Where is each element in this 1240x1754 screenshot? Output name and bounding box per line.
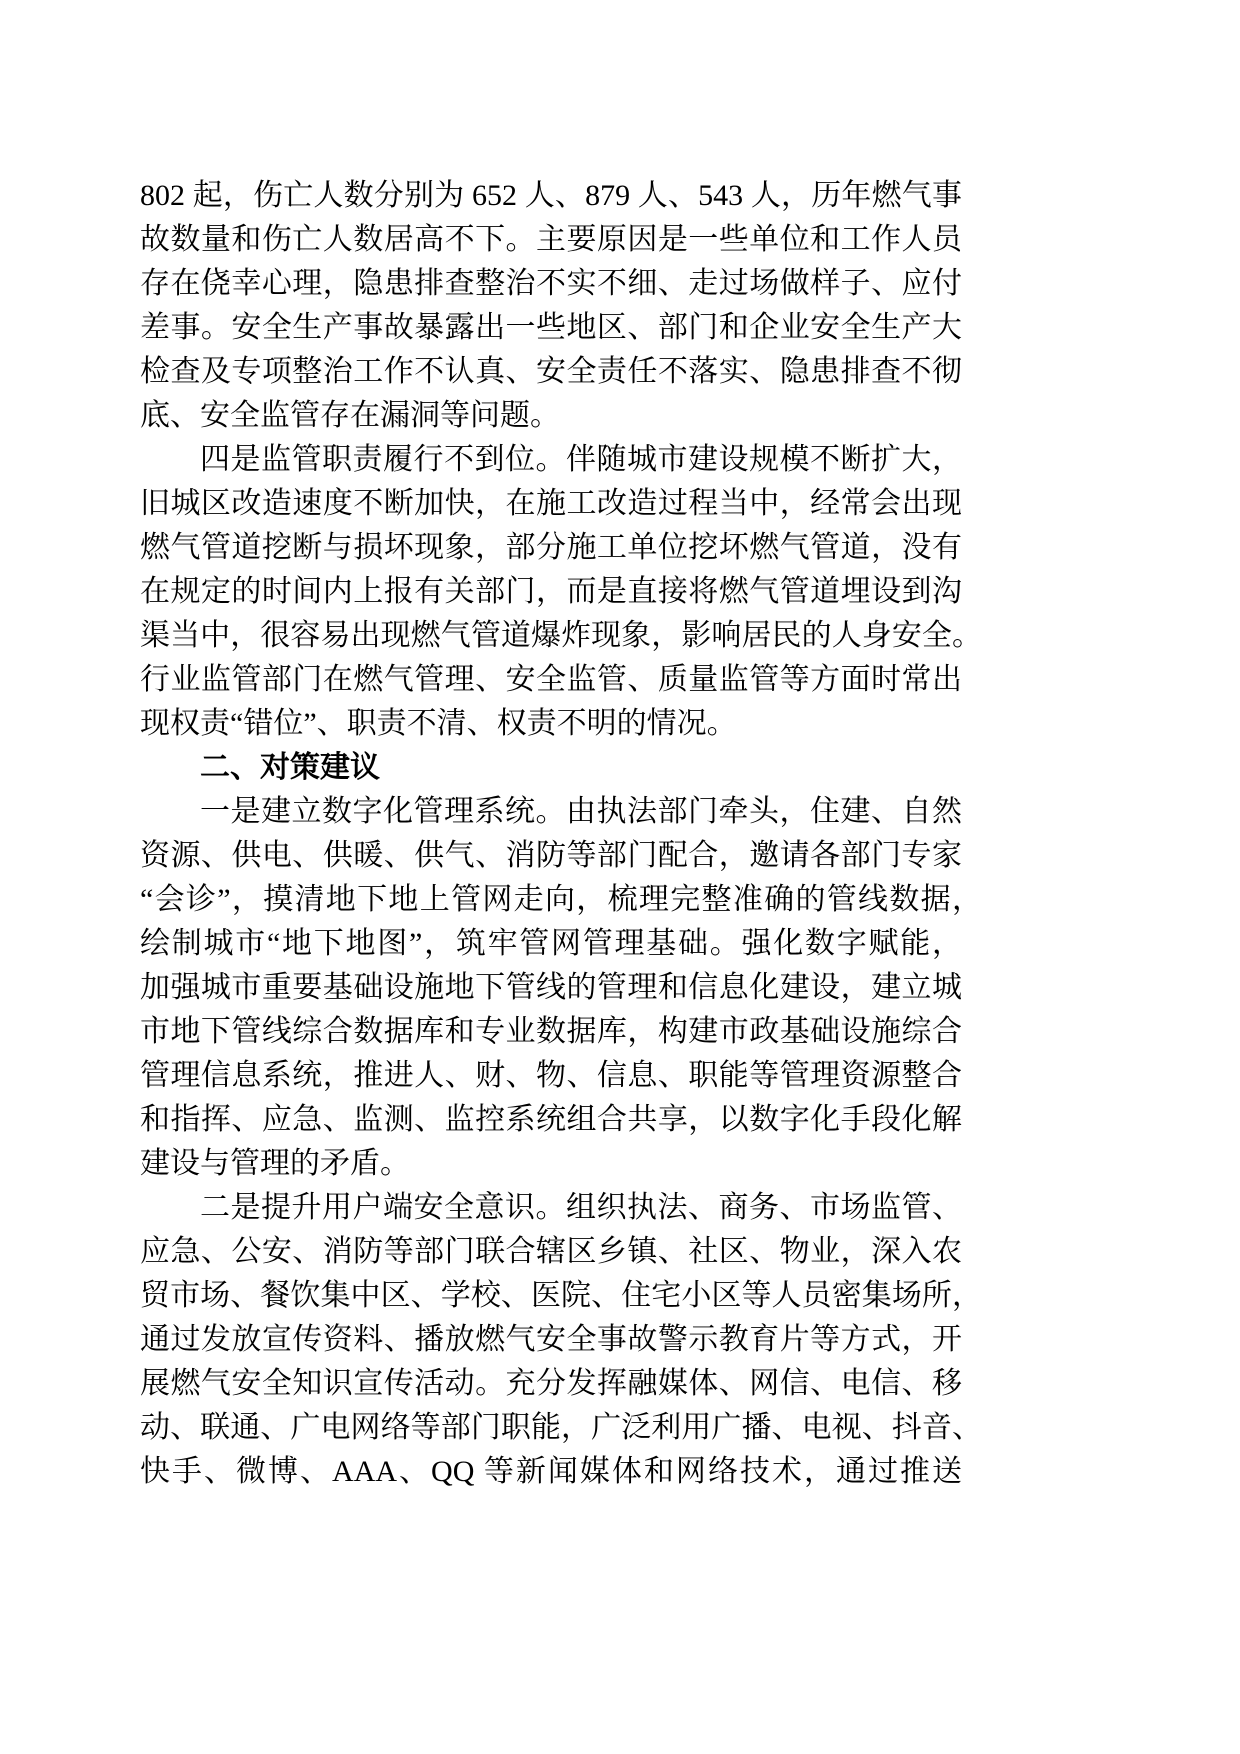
- text-line: 底、安全监管存在漏洞等问题。: [140, 399, 560, 432]
- text-line: 渠当中，很容易出现燃气管道爆炸现象，影响居民的人身安全。: [140, 619, 982, 652]
- text-line: 市地下管线综合数据库和专业数据库，构建市政基础设施综合: [140, 1015, 962, 1048]
- text-line: 旧城区改造速度不断加快，在施工改造过程当中，经常会出现: [140, 487, 962, 520]
- text-line: 和指挥、应急、监测、监控系统组合共享，以数字化手段化解: [140, 1103, 962, 1136]
- text-line: 存在侥幸心理，隐患排查整治不实不细、走过场做样子、应付: [140, 267, 962, 300]
- text-line: 建设与管理的矛盾。: [140, 1147, 410, 1180]
- text-line: 通过发放宣传资料、播放燃气安全事故警示教育片等方式，开: [140, 1323, 962, 1356]
- text-line: 802 起，伤亡人数分别为 652 人、879 人、543 人，历年燃气事: [140, 179, 962, 212]
- text-line: 管理信息系统，推进人、财、物、信息、职能等管理资源整合: [140, 1059, 962, 1092]
- text-line: 贸市场、餐饮集中区、学校、医院、住宅小区等人员密集场所，: [140, 1279, 982, 1312]
- paragraph: [140, 790, 982, 1186]
- text-body: [140, 174, 982, 1494]
- text-line: 行业监管部门在燃气管理、安全监管、质量监管等方面时常出: [140, 663, 962, 696]
- text-line: 动、联通、广电网络等部门职能，广泛利用广播、电视、抖音、: [140, 1411, 982, 1444]
- text-line: 现权责“错位”、职责不清、权责不明的情况。: [140, 707, 737, 740]
- text-line: 快手、微博、AAA、QQ 等新闻媒体和网络技术，通过推送: [140, 1455, 962, 1488]
- text-line: 绘制城市“地下地图”，筑牢管网管理基础。强化数字赋能，: [140, 927, 962, 960]
- text-line: 加强城市重要基础设施地下管线的管理和信息化建设，建立城: [140, 971, 962, 1004]
- text-line: 二是提升用户端安全意识。组织执法、商务、市场监管、: [200, 1191, 962, 1224]
- text-line: 资源、供电、供暖、供气、消防等部门配合，邀请各部门专家: [140, 839, 962, 872]
- text-line: 在规定的时间内上报有关部门，而是直接将燃气管道埋设到沟: [140, 575, 962, 608]
- section-heading: 二、对策建议: [200, 750, 380, 785]
- text-line: 展燃气安全知识宣传活动。充分发挥融媒体、网信、电信、移: [140, 1367, 962, 1400]
- paragraph: [140, 174, 962, 438]
- text-line: 差事。安全生产事故暴露出一些地区、部门和企业安全生产大: [140, 311, 962, 344]
- text-line: 一是建立数字化管理系统。由执法部门牵头，住建、自然: [200, 795, 962, 828]
- paragraph: [140, 438, 982, 746]
- text-line: 故数量和伤亡人数居高不下。主要原因是一些单位和工作人员: [140, 223, 962, 256]
- text-line: 四是监管职责履行不到位。伴随城市建设规模不断扩大，: [200, 443, 962, 476]
- text-line: 检查及专项整治工作不认真、安全责任不落实、隐患排查不彻: [140, 355, 962, 388]
- paragraph: [140, 1186, 982, 1494]
- text-line: 应急、公安、消防等部门联合辖区乡镇、社区、物业，深入农: [140, 1235, 962, 1268]
- text-line: 燃气管道挖断与损坏现象，部分施工单位挖坏燃气管道，没有: [140, 531, 962, 564]
- text-line: “会诊”，摸清地下地上管网走向，梳理完整准确的管线数据，: [140, 883, 982, 916]
